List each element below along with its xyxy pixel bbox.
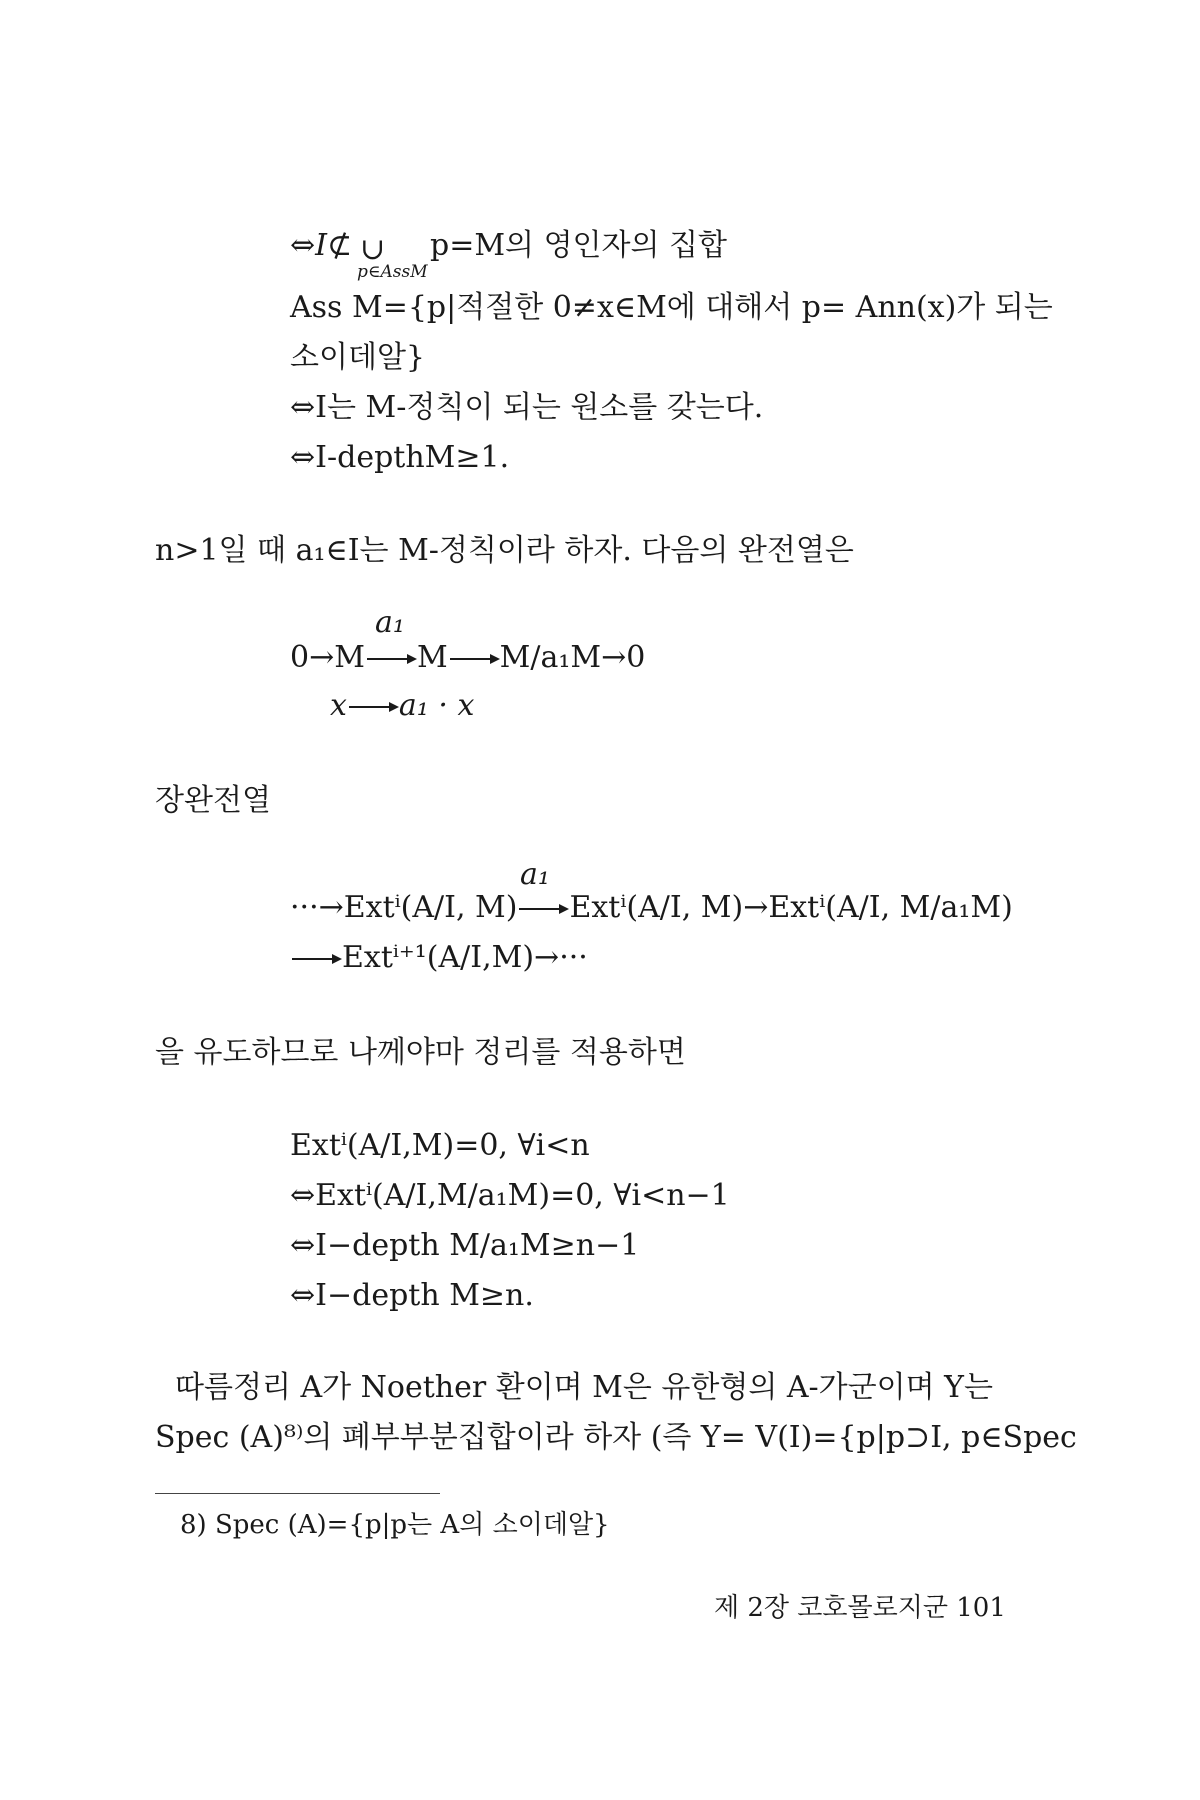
map-target: a₁ · x [398, 688, 475, 723]
long-arrow-icon [519, 908, 567, 910]
ext-part-3: Extⁱ⁺¹(A/I,M)→··· [342, 940, 588, 975]
seq-part-1: 0→M [290, 640, 365, 675]
equivalence-line-1 [290, 228, 352, 264]
seq-part-2: M [416, 640, 448, 675]
ext-equation-1: Extⁱ(A/I,M)=0, ∀i<n [290, 1128, 590, 1163]
l1-left: ⇔I⊄ [290, 228, 353, 263]
ext-part-1: ···→Extⁱ(A/I, M) [290, 890, 518, 925]
ext-sequence-line-2 [290, 940, 588, 976]
short-exact-sequence [290, 640, 645, 676]
ext-sequence-line-1 [290, 890, 1013, 926]
map-definition [330, 688, 474, 724]
arrow-label-a1: a₁ [375, 605, 405, 640]
paragraph-nakayama: 을 유도하므로 나께야마 정리를 적용하면 [155, 1035, 686, 1070]
long-arrow-icon [292, 958, 340, 960]
long-arrow-icon [450, 658, 498, 660]
corollary-line-2: Spec (A)⁸⁾의 폐부부분집합이라 하자 (즉 Y= V(I)={p|p⊃I, p∈Spec [155, 1420, 1077, 1455]
ext-part-2: Extⁱ(A/I, M)→Extⁱ(A/I, M/a₁M) [569, 890, 1013, 925]
long-arrow-icon [349, 706, 397, 708]
long-arrow-icon [367, 658, 415, 660]
ext-equation-3: ⇔I−depth M/a₁M≥n−1 [290, 1228, 640, 1263]
arrow-label-a1-ext: a₁ [520, 857, 550, 892]
page-number: 제 2장 코호몰로지군 101 [714, 1593, 1006, 1623]
seq-part-3: M/a₁M→0 [499, 640, 646, 675]
paragraph-exact-sequence: n>1일 때 a₁∈I는 M-정칙이라 하자. 다음의 완전열은 [155, 533, 854, 568]
ext-equation-2: ⇔Extⁱ(A/I,M/a₁M)=0, ∀i<n−1 [290, 1178, 730, 1213]
union-subscript: p∈AssM [357, 262, 428, 282]
equivalence-line-depth: ⇔I-depthM≥1. [290, 440, 510, 475]
equivalence-line-regular: ⇔I는 M-정칙이 되는 원소를 갖는다. [290, 390, 764, 425]
ext-equation-4: ⇔I−depth M≥n. [290, 1278, 534, 1313]
footnote: 8) Spec (A)={p|p는 A의 소이데알} [180, 1510, 610, 1540]
ass-definition-continued: 소이데알} [290, 340, 426, 375]
map-source: x [330, 688, 347, 723]
ass-definition-line: Ass M={p|적절한 0≠x∈M에 대해서 p= Ann(x)가 되는 [290, 290, 1053, 325]
footnote-rule [155, 1493, 440, 1494]
union-symbol: ∪ [360, 232, 386, 267]
corollary-line-1: 따름정리 A가 Noether 환이며 M은 유한형의 A-가군이며 Y는 [175, 1370, 993, 1405]
equivalence-line-1-right: p=M의 영인자의 집합 [430, 228, 727, 263]
long-exact-sequence-label: 장완전열 [155, 783, 271, 818]
